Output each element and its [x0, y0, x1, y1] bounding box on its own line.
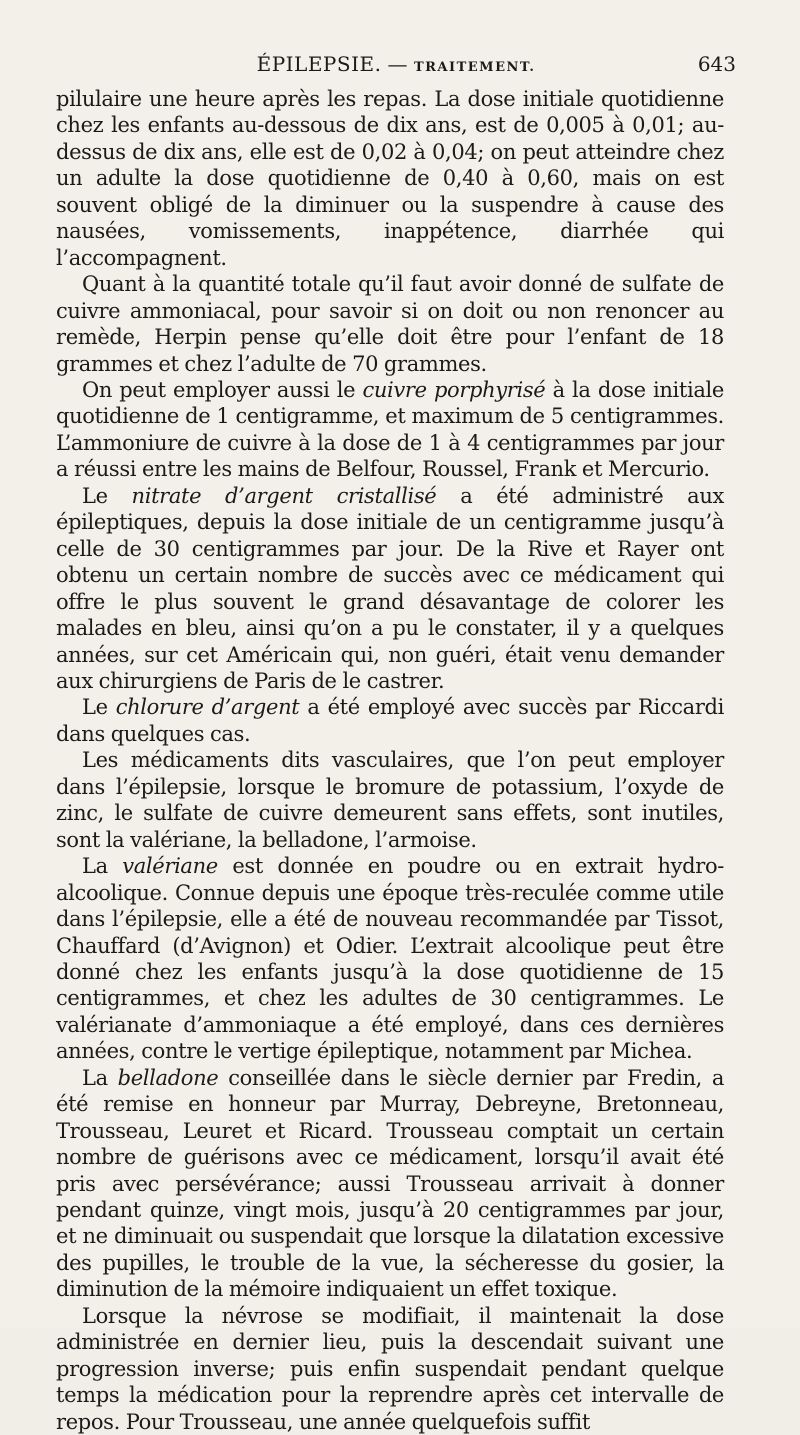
- page-number: 643: [697, 52, 736, 76]
- text-run: conseillée dans le siècle dernier par Fredin, a été remise en honneur par Murray, Debreyne, Bretonneau, Trousseau, Leuret et Ricard. Trousseau comptait un certain nombre de guérisons avec ce médicament, lorsqu’il avait été pris avec persévérance; aussi Trousseau arrivait à donner pendant quinze, vingt mois, jusqu’à 20 centigrammes par jour, et ne diminuait ou suspendait que lorsque la dilatation excessive des pupilles, le trouble de la vue, la sécheresse du gosier, la diminution de la mémoire indiquaient un effet toxique.: [56, 1065, 725, 1302]
- text-run: Le: [82, 695, 116, 720]
- paragraph: [56, 271, 724, 377]
- italic-term: cuivre porphyrisé: [362, 377, 546, 402]
- text-run: a été employé avec succès par Riccardi dans quelques cas.: [56, 695, 724, 746]
- text-run: Lorsque la névrose se modifiait, il maintenait la dose administrée en dernier lieu, puis la descendait suivant une progression inverse; puis enfin suspendait pendant quelque temps la médication pour la reprendre après cet intervalle de repos. Pour Trousseau, une année quelquefois suffit: [56, 1303, 724, 1434]
- text-run: à la dose initiale quotidienne de 1 centigramme, et maximum de 5 centigrammes. L’ammoniure de cuivre à la dose de 1 à 4 centigrammes par jour a réussi entre les mains de Belfour, Roussel, Frank et Mercurio.: [56, 377, 724, 482]
- header-separator: —: [387, 52, 408, 76]
- italic-term: belladone: [117, 1065, 219, 1090]
- italic-term: chlorure d’argent: [115, 695, 300, 720]
- paragraph: [56, 747, 724, 853]
- paragraph: [56, 377, 724, 483]
- text-run: Le: [82, 483, 132, 508]
- paragraph: [56, 1065, 724, 1303]
- italic-term: nitrate d’argent cristallisé: [131, 483, 437, 508]
- text-run: est donnée en poudre ou en extrait hydro-alcoolique. Connue depuis une époque très-reculée comme utile dans l’épilepsie, elle a été de nouveau recommandée par Tissot, Chauffard (d’Avignon) et Odier. L’extrait alcoolique peut être donné chez les enfants jusqu’à la dose quotidienne de 15 centigrammes, et chez les adultes de 30 centigrammes. Le valérianate d’ammoniaque a été employé, dans ces dernières années, contre le vertige épileptique, notamment par Michea.: [56, 854, 725, 1064]
- paragraph: [56, 694, 724, 747]
- header-subtitle: TRAITEMENT.: [413, 60, 536, 75]
- text-run: La: [82, 854, 123, 879]
- running-header: [56, 52, 736, 80]
- text-run: pilulaire une heure après les repas. La dose initiale quotidienne chez les enfants au-dessous de dix ans, est de 0,005 à 0,01; au-dessus de dix ans, elle est de 0,02 à 0,04; on peut atteindre chez un adulte la dose quotidienne de 0,40 à 0,60, mais on est souvent obligé de la diminuer ou la suspendre à cause des nausées, vomissements, inappétence, diarrhée qui l’accompagnent.: [56, 87, 724, 270]
- text-run: Les médicaments dits vasculaires, que l’on peut employer dans l’épilepsie, lorsque le bromure de potassium, l’oxyde de zinc, le sulfate de cuivre demeurent sans effets, sont inutiles, sont la valériane, la belladone, l’armoise.: [56, 748, 724, 852]
- text-run: On peut employer aussi le: [82, 377, 363, 402]
- italic-term: valériane: [122, 854, 218, 879]
- text-run: La: [82, 1065, 118, 1090]
- running-title: [56, 52, 736, 76]
- paragraph: [56, 86, 724, 271]
- header-title-text: ÉPILEPSIE.: [256, 52, 382, 76]
- paragraph: [56, 1303, 724, 1435]
- paragraph: [56, 853, 724, 1065]
- paragraph: [56, 483, 724, 695]
- body-text: [56, 86, 724, 1435]
- text-run: Quant à la quantité totale qu’il faut avoir donné de sulfate de cuivre ammoniacal, pour savoir si on doit ou non renoncer au remède, Herpin pense qu’elle doit être pour l’enfant de 18 grammes et chez l’adulte de 70 grammes.: [56, 272, 724, 376]
- text-run: a été administré aux épileptiques, depuis la dose initiale de un centigramme jusqu’à celle de 30 centigrammes par jour. De la Rive et Rayer ont obtenu un certain nombre de succès avec ce médicament qui offre le plus souvent le grand désavantage de colorer les malades en bleu, ainsi qu’on a pu le constater, il y a quelques années, sur cet Américain qui, non guéri, était venu demander aux chirurgiens de Paris de le castrer.: [56, 483, 725, 693]
